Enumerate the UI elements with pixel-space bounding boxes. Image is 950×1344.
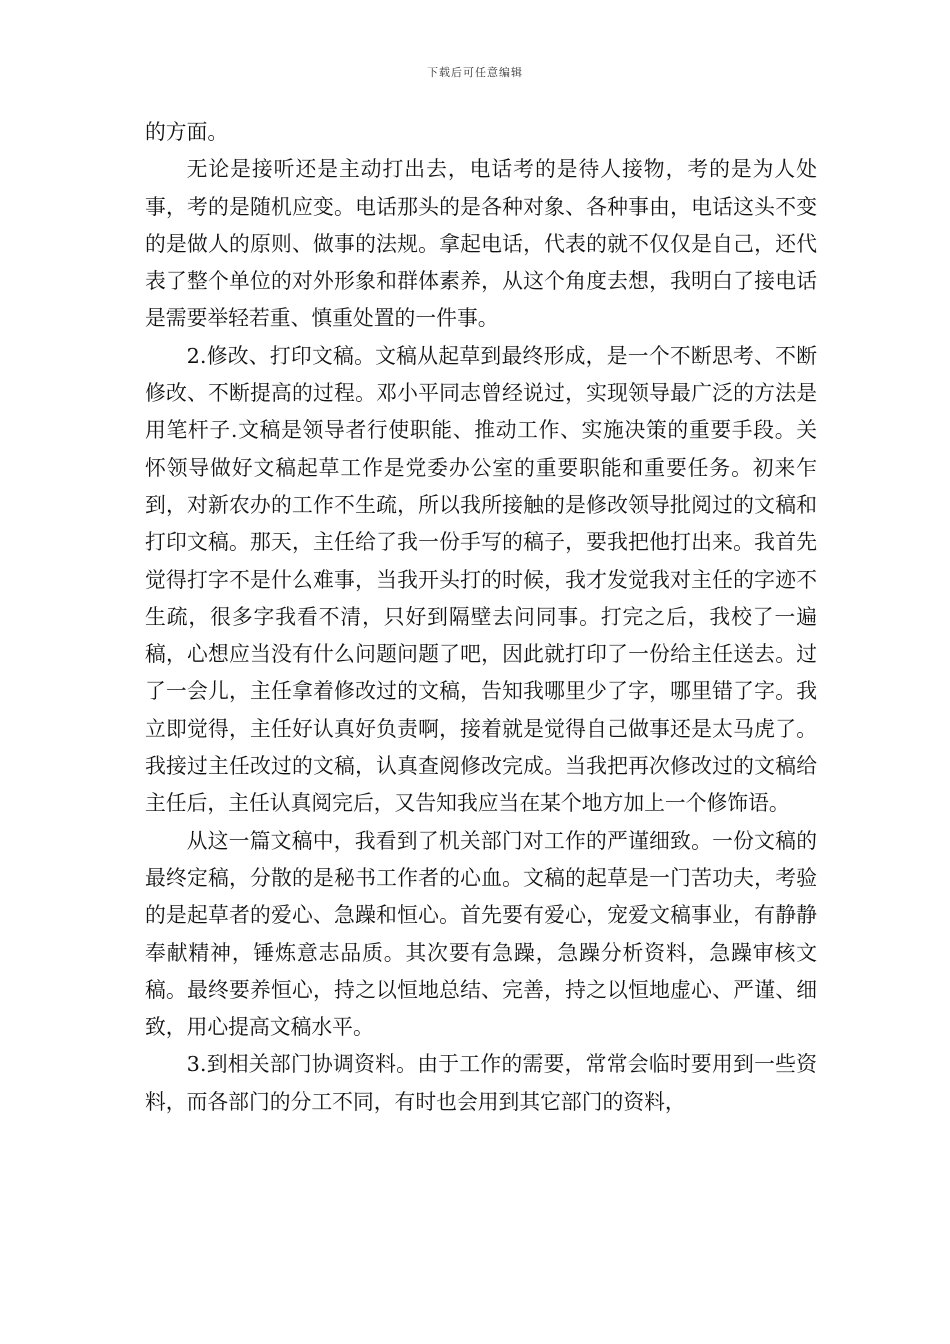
paragraph-1: 的方面。 — [145, 120, 229, 144]
paragraph-4: 从这一篇文稿中，我看到了机关部门对工作的严谨细致。一份文稿的最终定稿，分散的是秘书工作者的心血。文稿的起草是一门苦功夫，考验的是起草者的爱心、急躁和恒心。首先要有爱心，宠爱文稿事业，有静静奉献精神，锤炼意志品质。其次要有急躁，急躁分析资料，急躁审核文稿。最终要养恒心，持之以恒地总结、完善，持之以恒地虚心、严谨、细致，用心提高文稿水平。 — [145, 828, 817, 1040]
paragraph-5: 3.到相关部门协调资料。由于工作的需要，常常会临时要用到一些资料，而各部门的分工不同，有时也会用到其它部门的资料， — [145, 1052, 817, 1114]
document-body — [145, 114, 817, 1121]
paragraph-3: 2.修改、打印文稿。文稿从起草到最终形成，是一个不断思考、不断修改、不断提高的过程。邓小平同志曾经说过，实现领导最广泛的方法是用笔杆子.文稿是领导者行使职能、推动工作、实施决策的重要手段。关怀领导做好文稿起草工作是党委办公室的重要职能和重要任务。初来乍到，对新农办的工作不生疏，所以我所接触的是修改领导批阅过的文稿和打印文稿。那天，主任给了我一份手写的稿子，要我把他打出来。我首先觉得打字不是什么难事，当我开头打的时候，我才发觉我对主任的字迹不生疏，很多字我看不清，只好到隔壁去问同事。打完之后，我校了一遍稿，心想应当没有什么问题问题了吧，因此就打印了一份给主任送去。过了一会儿，主任拿着修改过的文稿，告知我哪里少了字，哪里错了字。我立即觉得，主任好认真好负责啊，接着就是觉得自己做事还是太马虎了。我接过主任改过的文稿，认真查阅修改完成。当我把再次修改过的文稿给主任后，主任认真阅完后，又告知我应当在某个地方加上一个修饰语。 — [145, 343, 817, 816]
paragraph-2: 无论是接听还是主动打出去，电话考的是待人接物，考的是为人处事，考的是随机应变。电话那头的是各种对象、各种事由，电话这头不变的是做人的原则、做事的法规。拿起电话，代表的就不仅仅是自己，还代表了整个单位的对外形象和群体素养，从这个角度去想，我明白了接电话是需要举轻若重、慎重处置的一件事。 — [145, 157, 817, 331]
page-header-note: 下载后可任意编辑 — [427, 66, 523, 79]
